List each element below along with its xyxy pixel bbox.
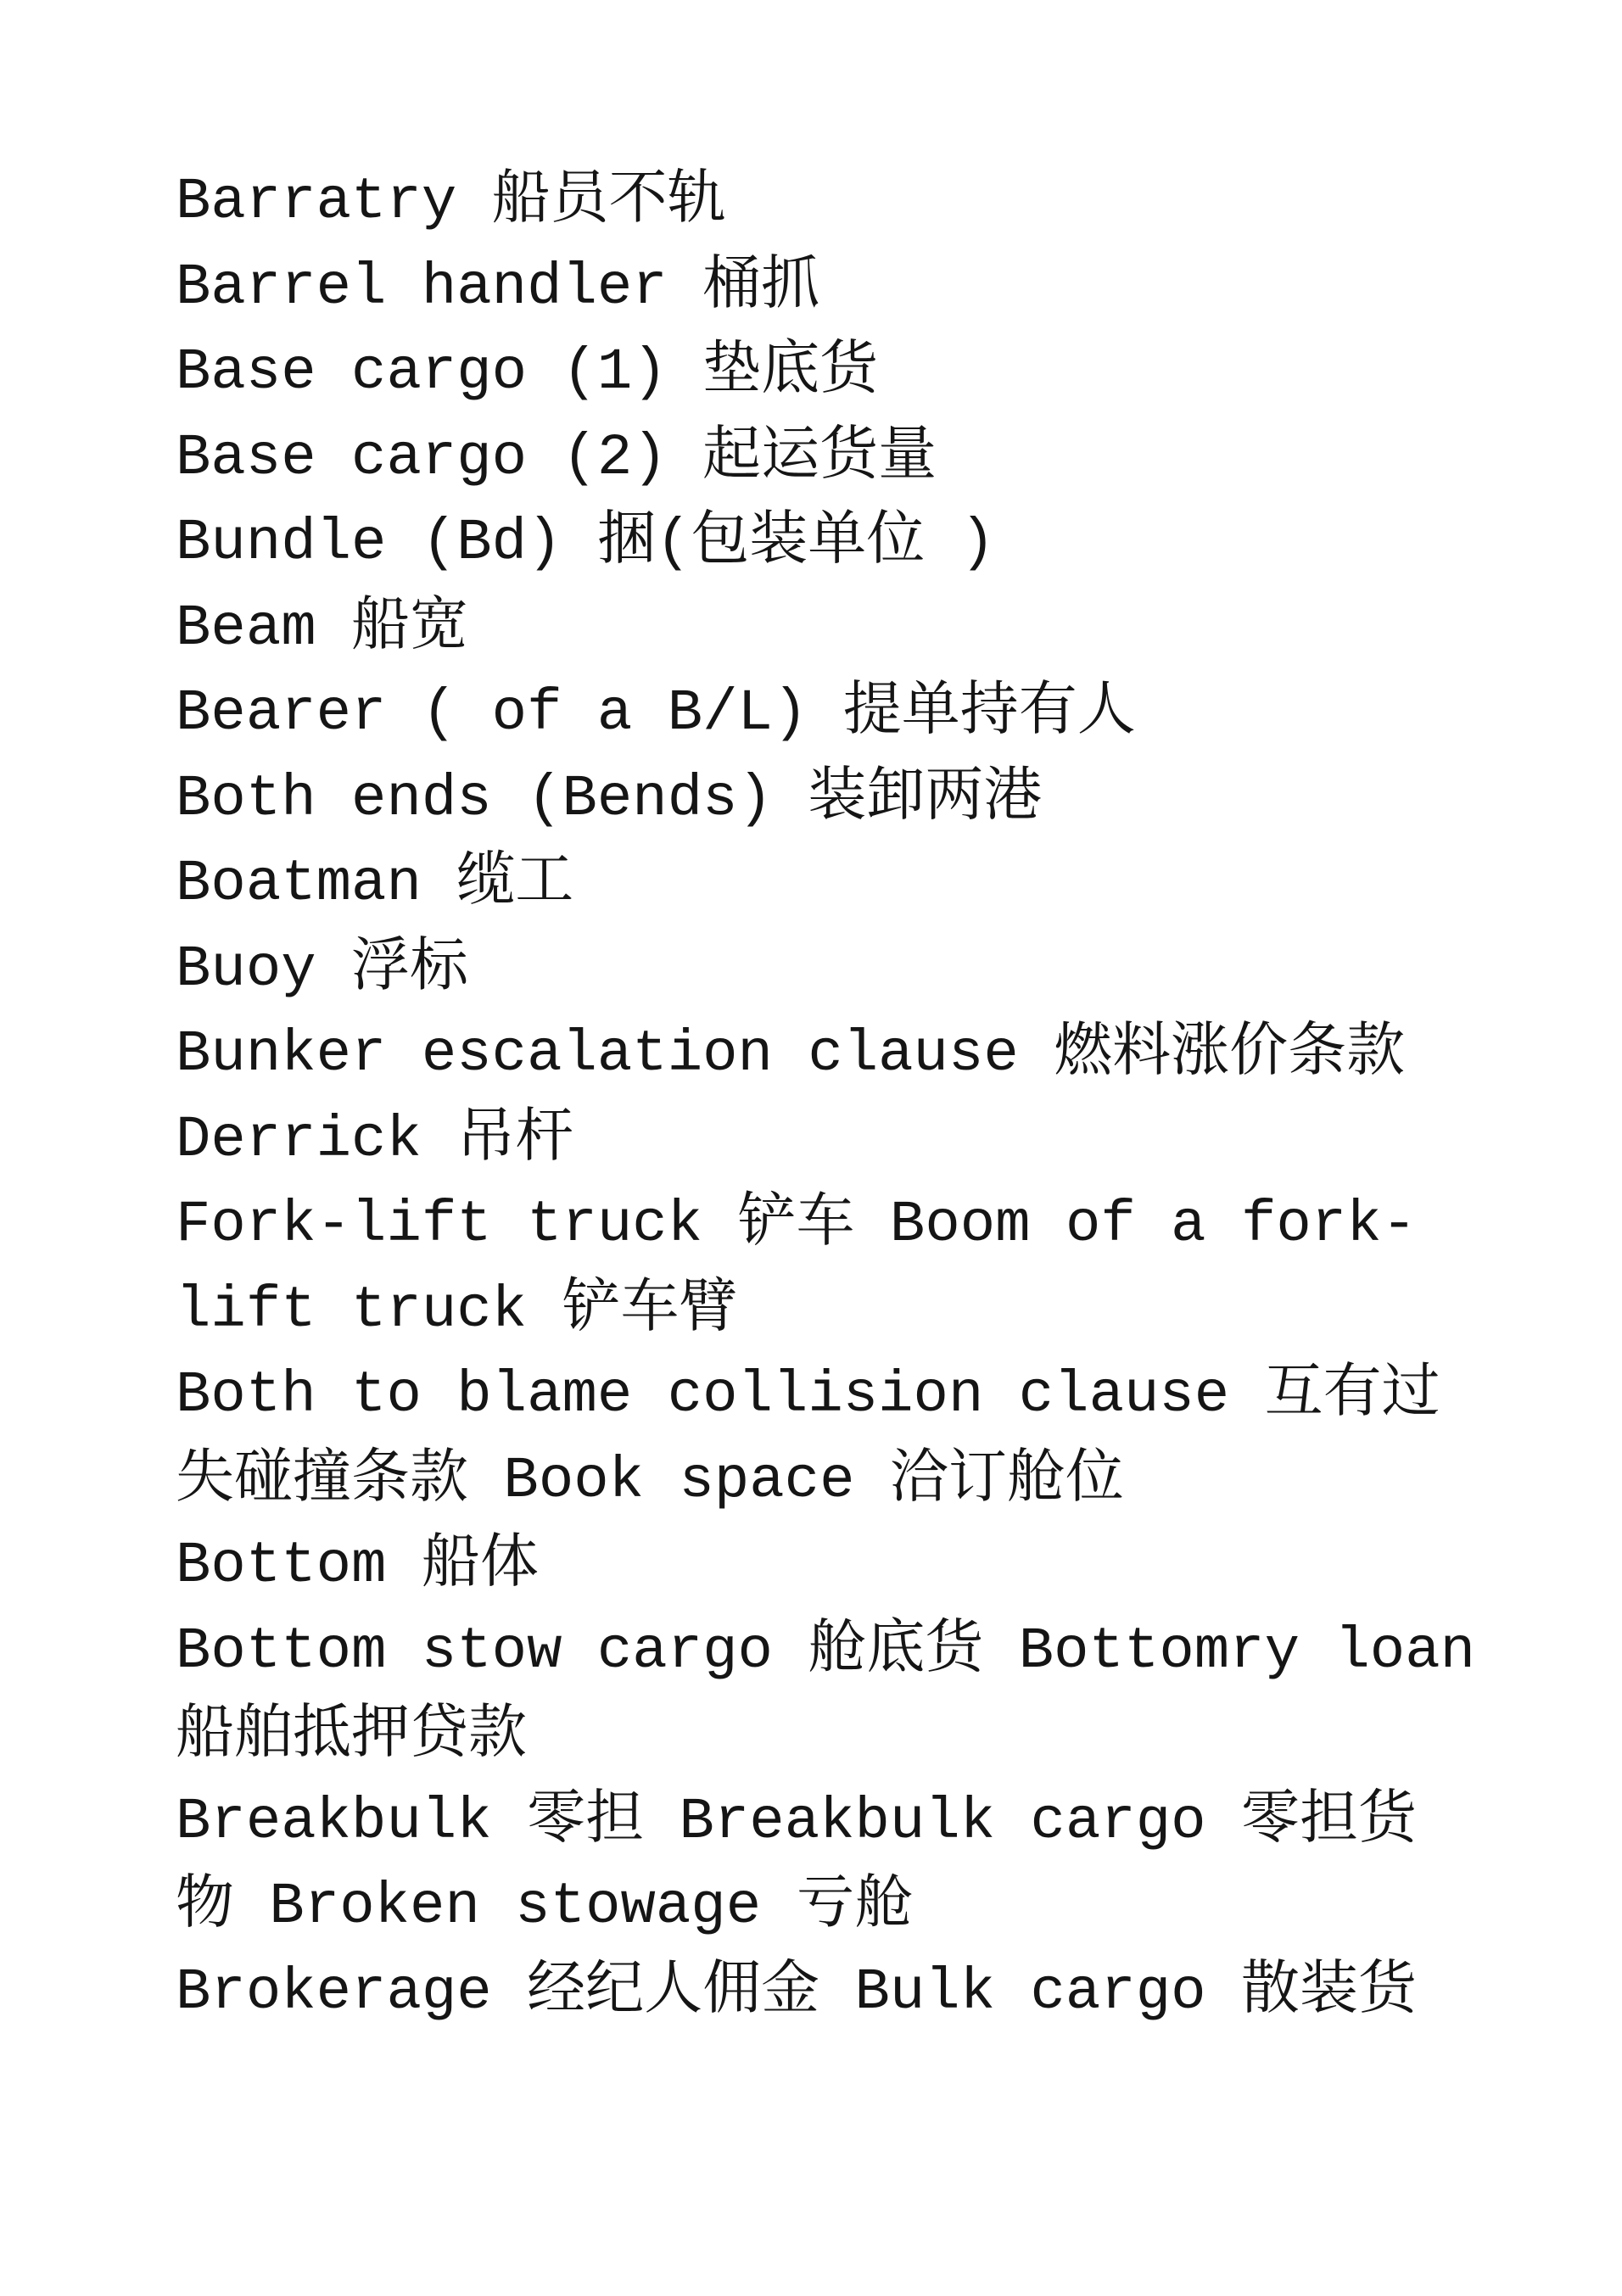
glossary-line: Bundle (Bd) 捆(包装单位 ) [176,510,996,576]
glossary-line: Fork-lift truck 铲车 Boom of a fork- [176,1192,1418,1258]
glossary-line: Barratry 船员不轨 [176,169,726,235]
glossary-line: Bottom stow cargo 舱底货 Bottomry loan [176,1617,1476,1684]
glossary-line: Bearer ( of a B/L) 提单持有人 [176,680,1136,746]
glossary-line: Base cargo (2) 起运货量 [176,424,937,491]
glossary-line: Brokerage 经纪人佣金 Bulk cargo 散装货 [176,1958,1417,2025]
glossary-line: Derrick 吊杆 [176,1106,574,1173]
glossary-line: Bunker escalation clause 燃料涨价条款 [176,1021,1406,1087]
glossary-line: Barrel handler 桶抓 [176,254,820,321]
glossary-list [176,159,1476,2035]
glossary-line: Breakbulk 零担 Breakbulk cargo 零担货 [176,1788,1417,1855]
glossary-line: Both to blame collision clause 互有过 [176,1362,1440,1428]
glossary-line: Beam 船宽 [176,595,469,662]
glossary-line: Buoy 浮标 [176,936,469,1003]
glossary-line: Boatman 缆工 [176,851,574,917]
glossary-line: lift truck 铲车臂 [176,1276,738,1344]
glossary-line: 物 Broken stowage 亏舱 [176,1874,914,1940]
glossary-line: Base cargo (1) 垫底货 [176,339,879,405]
glossary-line: Bottom 船体 [176,1533,539,1599]
glossary-line: 船舶抵押贷款 [176,1703,527,1769]
glossary-line: Both ends (Bends) 装卸两港 [176,765,1043,832]
glossary-line: 失碰撞条款 Book space 洽订舱位 [176,1447,1124,1514]
